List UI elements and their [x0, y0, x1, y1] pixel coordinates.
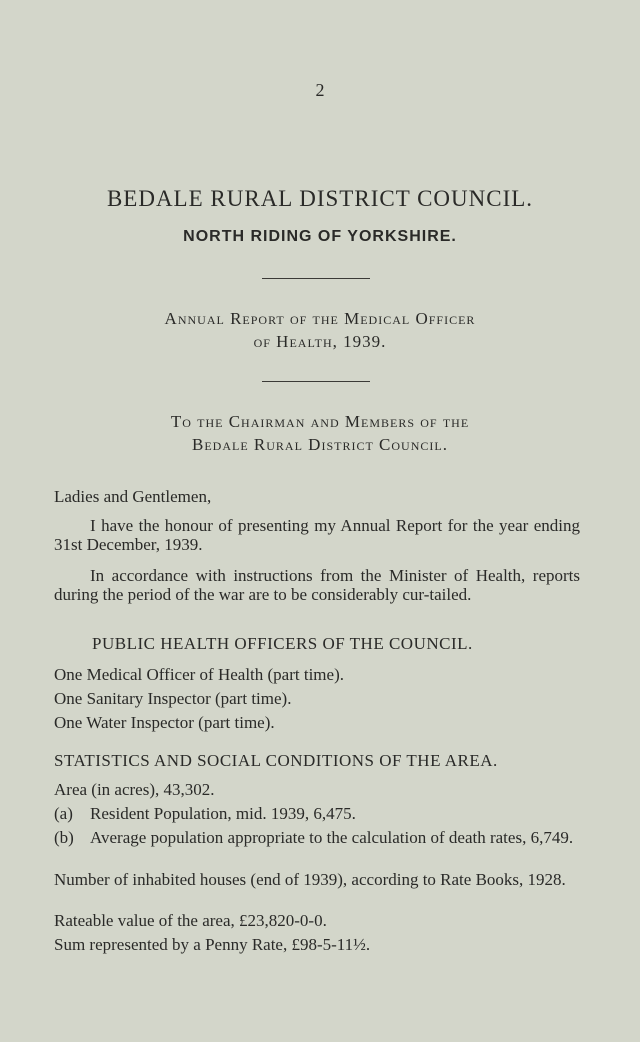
- average-population: Average population appropriate to the calculation of death rates, 6,749.: [90, 828, 574, 847]
- address-line2: Bedale Rural District Council.: [192, 435, 448, 454]
- inhabited-houses: Number of inhabited houses (end of 1939), according to Rate Books, 1928.: [54, 870, 566, 889]
- resident-population: Resident Population, mid. 1939, 6,475.: [90, 804, 356, 823]
- item-label: (b): [54, 828, 74, 847]
- riding-subtitle: NORTH RIDING OF YORKSHIRE.: [183, 228, 457, 245]
- item-label: (a): [54, 804, 73, 823]
- statistic-item-a: [54, 804, 580, 823]
- paragraph-instructions: In accordance with instructions from the Minister of Health, reports during the period of the war are to be considerably cur-tailed.: [54, 566, 580, 604]
- area-statistic: Area (in acres), 43,302.: [54, 780, 215, 799]
- rateable-value: Rateable value of the area, £23,820-0-0.: [54, 911, 327, 930]
- officer-item: One Sanitary Inspector (part time).: [54, 689, 292, 708]
- divider-rule: [262, 381, 370, 382]
- officer-item: One Water Inspector (part time).: [54, 713, 275, 732]
- statistic-item-b: [54, 828, 580, 847]
- report-title-line2: of Health, 1939.: [253, 332, 387, 351]
- address-line1: To the Chairman and Members of the: [170, 412, 470, 431]
- council-title: BEDALE RURAL DISTRICT COUNCIL.: [106, 186, 534, 211]
- officers-heading: PUBLIC HEALTH OFFICERS OF THE COUNCIL.: [92, 634, 473, 653]
- report-title-line1: Annual Report of the Medical Officer: [164, 309, 476, 328]
- paragraph-intro: I have the honour of presenting my Annual Report for the year ending 31st December, 1939.: [54, 516, 580, 554]
- penny-rate: Sum represented by a Penny Rate, £98-5-11½.: [54, 935, 371, 954]
- divider-rule: [262, 278, 370, 279]
- officer-item: One Medical Officer of Health (part time).: [54, 665, 344, 684]
- greeting: Ladies and Gentlemen,: [54, 487, 212, 506]
- page-number: 2: [315, 80, 325, 100]
- statistics-heading: STATISTICS AND SOCIAL CONDITIONS OF THE AREA.: [54, 751, 498, 770]
